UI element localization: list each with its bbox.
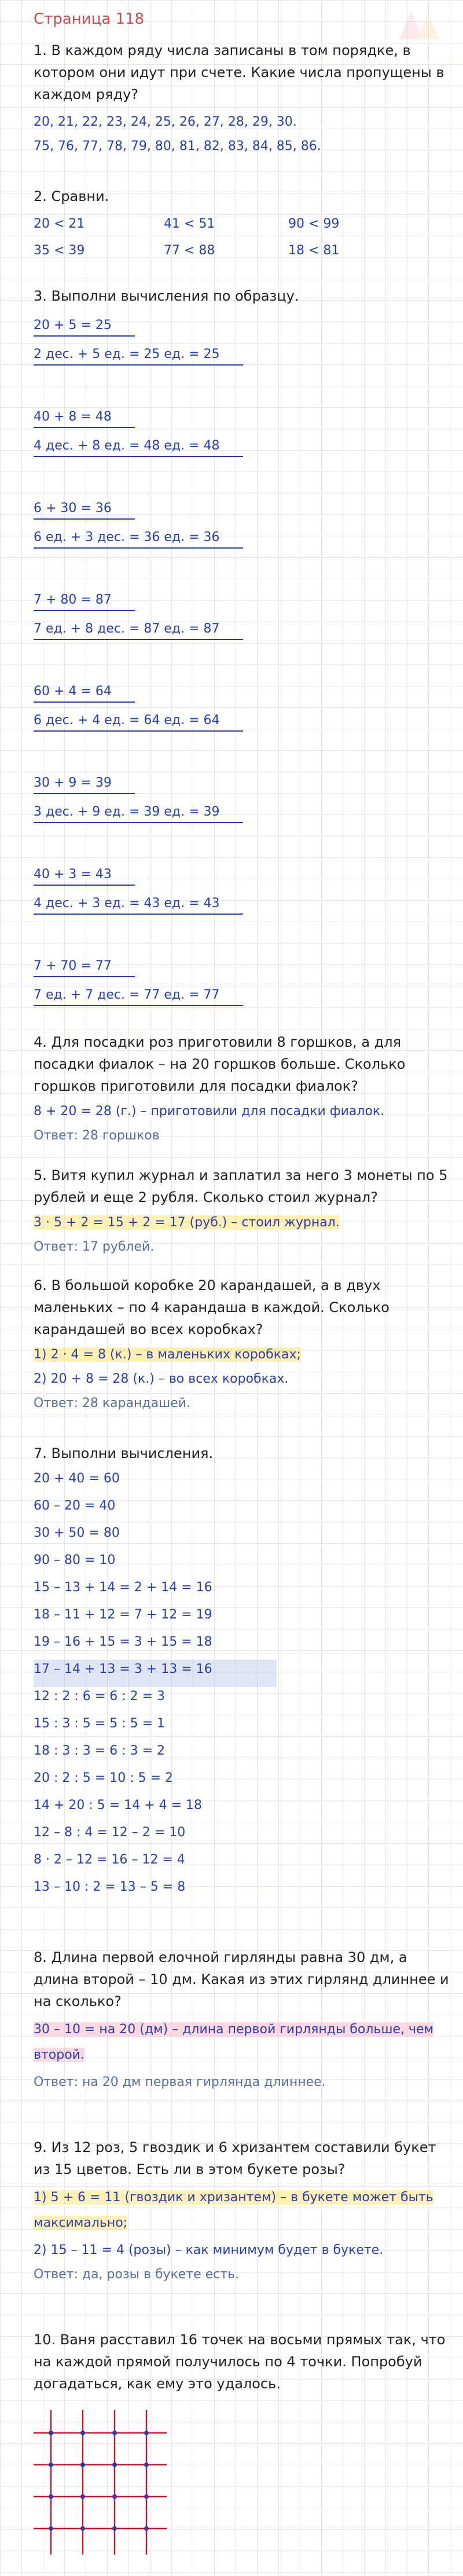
task-4	[34, 1031, 450, 1146]
task-3-equation: 40 + 8 = 48	[34, 407, 135, 428]
task-4-answer: Ответ: 28 горшков	[34, 1128, 160, 1143]
task-3-item	[34, 407, 450, 457]
task-3-expansion: 7 ед. + 7 дес. = 77 ед. = 77	[34, 985, 243, 1006]
compare-2: 41 < 51	[164, 217, 215, 231]
task-5-solution: 3 · 5 + 2 = 15 + 2 = 17 (руб.) – стоил журнал.	[34, 1215, 340, 1230]
task-4-text: 4. Для посадки роз приготовили 8 горшков, а для посадки фиалок – на 20 горшков больше. Сколько горшков приготовили для посадки фиалок?	[34, 1034, 406, 1094]
compare-1: 20 < 21	[34, 217, 85, 231]
task-3-equation: 20 + 5 = 25	[34, 316, 135, 337]
task-3-expansion: 3 дес. + 9 ед. = 39 ед. = 39	[34, 802, 243, 823]
task-1	[34, 39, 450, 156]
calc-row: 20 + 40 = 60	[34, 1471, 120, 1486]
task-8	[34, 1946, 450, 2092]
task-3-expansion: 2 дес. + 5 ед. = 25 ед. = 25	[34, 345, 243, 366]
task-9-text: 9. Из 12 роз, 5 гвоздик и 6 хризантем составили букет из 15 цветов. Есть ли в этом букете розы?	[34, 2139, 436, 2177]
task-5-text: 5. Витя купил журнал и заплатил за него 3 монеты по 5 рублей и еще 2 рубля. Сколько стоил журнал?	[34, 1167, 448, 1205]
calc-row: 12 : 2 : 6 = 6 : 2 = 3	[34, 1689, 166, 1704]
task-6	[34, 1274, 450, 1413]
task-3-item	[34, 773, 450, 823]
compare-3: 90 < 99	[288, 217, 340, 231]
task-9	[34, 2136, 450, 2285]
task-3-equation: 40 + 3 = 43	[34, 865, 135, 886]
task-6-answer: Ответ: 28 карандашей.	[34, 1396, 191, 1411]
task-3-equation: 7 + 80 = 87	[34, 590, 135, 611]
task-3-item	[34, 956, 450, 1006]
task-4-solution: 8 + 20 = 28 (г.) – приготовили для посадки фиалок.	[34, 1104, 385, 1119]
compare-6: 18 < 81	[288, 243, 340, 258]
task-3-item	[34, 499, 450, 549]
task-3-text: 3. Выполни вычисления по образцу.	[34, 288, 299, 304]
task-5	[34, 1164, 450, 1257]
task-10	[34, 2329, 450, 2395]
calc-row: 15 : 3 : 5 = 5 : 5 = 1	[34, 1716, 166, 1731]
task-9-step-1: 1) 5 + 6 = 11 (гвоздик и хризантем) – в букете может быть максимально;	[34, 2190, 433, 2230]
calc-row: 17 – 14 + 13 = 3 + 13 = 16	[34, 1660, 277, 1687]
calc-row: 15 – 13 + 14 = 2 + 14 = 16	[34, 1580, 212, 1595]
calc-row: 12 – 8 : 4 = 12 – 2 = 10	[34, 1825, 186, 1840]
calc-row: 13 – 10 : 2 = 13 – 5 = 8	[34, 1880, 186, 1894]
task-2	[34, 185, 450, 272]
task-3-equation: 60 + 4 = 64	[34, 682, 135, 703]
task-6-step-1: 1) 2 · 4 = 8 (к.) – в маленьких коробках;	[34, 1347, 301, 1362]
task-8-answer: Ответ: на 20 дм первая гирлянда длиннее.	[34, 2075, 326, 2089]
task-9-step-2: 2) 15 – 11 = 4 (розы) – как минимум будет в букете.	[34, 2243, 384, 2257]
task-3	[34, 285, 450, 307]
task-3-expansion: 4 дес. + 8 ед. = 48 ед. = 48	[34, 436, 243, 457]
task-8-text: 8. Длина первой елочной гирлянды равна 30 дм, а длина второй – 10 дм. Какая из этих гирлянд длиннее и на сколько?	[34, 1949, 449, 2009]
calc-row: 30 + 50 = 80	[34, 1526, 120, 1540]
task-1-text: 1. В каждом ряду числа записаны в том порядке, в котором они идут при счете. Какие числа пропущены в каждом ряду?	[34, 42, 444, 103]
task-3-item	[34, 316, 450, 366]
points-grid-figure	[34, 2410, 167, 2555]
task-3-equation: 6 + 30 = 36	[34, 499, 135, 520]
task-9-answer: Ответ: да, розы в букете есть.	[34, 2267, 240, 2282]
task-3-item	[34, 682, 450, 732]
task-3-equation: 7 + 70 = 77	[34, 956, 135, 977]
calc-row: 60 – 20 = 40	[34, 1499, 116, 1513]
task-6-text: 6. В большой коробке 20 карандашей, а в двух маленьких – по 4 карандаша в каждой. Сколько карандашей во всех коробках?	[34, 1277, 389, 1338]
task-7-list	[34, 1469, 450, 1905]
task-3-expansion: 4 дес. + 3 ед. = 43 ед. = 43	[34, 894, 243, 915]
calc-row: 19 – 16 + 15 = 3 + 15 = 18	[34, 1635, 212, 1649]
task-3-item	[34, 590, 450, 640]
task-2-text: 2. Сравни.	[34, 188, 109, 204]
compare-4: 35 < 39	[34, 243, 85, 258]
task-7-text: 7. Выполни вычисления.	[34, 1445, 214, 1461]
task-3-expansion: 6 дес. + 4 ед. = 64 ед. = 64	[34, 711, 243, 732]
task-1-row-2: 75, 76, 77, 78, 79, 80, 81, 82, 83, 84, 85, 86.	[34, 139, 321, 154]
page-title: Страница 118	[34, 10, 145, 28]
task-5-answer: Ответ: 17 рублей.	[34, 1240, 155, 1254]
task-3-expansion: 7 ед. + 8 дес. = 87 ед. = 87	[34, 619, 243, 640]
task-10-text: 10. Ваня расставил 16 точек на восьми прямых так, что на каждой прямой получилось по 4 точки. Попробуй догадаться, как ему это удалось.	[34, 2332, 446, 2392]
task-3-expansion: 6 ед. + 3 дес. = 36 ед. = 36	[34, 528, 243, 549]
task-1-row-1: 20, 21, 22, 23, 24, 25, 26, 27, 28, 29, 30.	[34, 115, 297, 129]
task-7	[34, 1442, 450, 1905]
calc-row: 20 : 2 : 5 = 10 : 5 = 2	[34, 1771, 174, 1785]
calc-row: 18 : 3 : 3 = 6 : 3 = 2	[34, 1744, 166, 1758]
calc-row: 90 – 80 = 10	[34, 1553, 116, 1567]
calc-row: 18 – 11 + 12 = 7 + 12 = 19	[34, 1607, 212, 1622]
figure-points	[49, 2431, 149, 2531]
compare-5: 77 < 88	[164, 243, 215, 258]
calc-row: 14 + 20 : 5 = 14 + 4 = 18	[34, 1798, 203, 1813]
calc-row: 8 · 2 – 12 = 16 – 12 = 4	[34, 1852, 185, 1867]
task-3-equation: 30 + 9 = 39	[34, 773, 135, 794]
task-3-item	[34, 865, 450, 915]
task-8-solution: 30 – 10 = на 20 (дм) – длина первой гирлянды больше, чем второй.	[34, 2022, 434, 2062]
task-6-step-2: 2) 20 + 8 = 28 (к.) – во всех коробках.	[34, 1372, 289, 1386]
